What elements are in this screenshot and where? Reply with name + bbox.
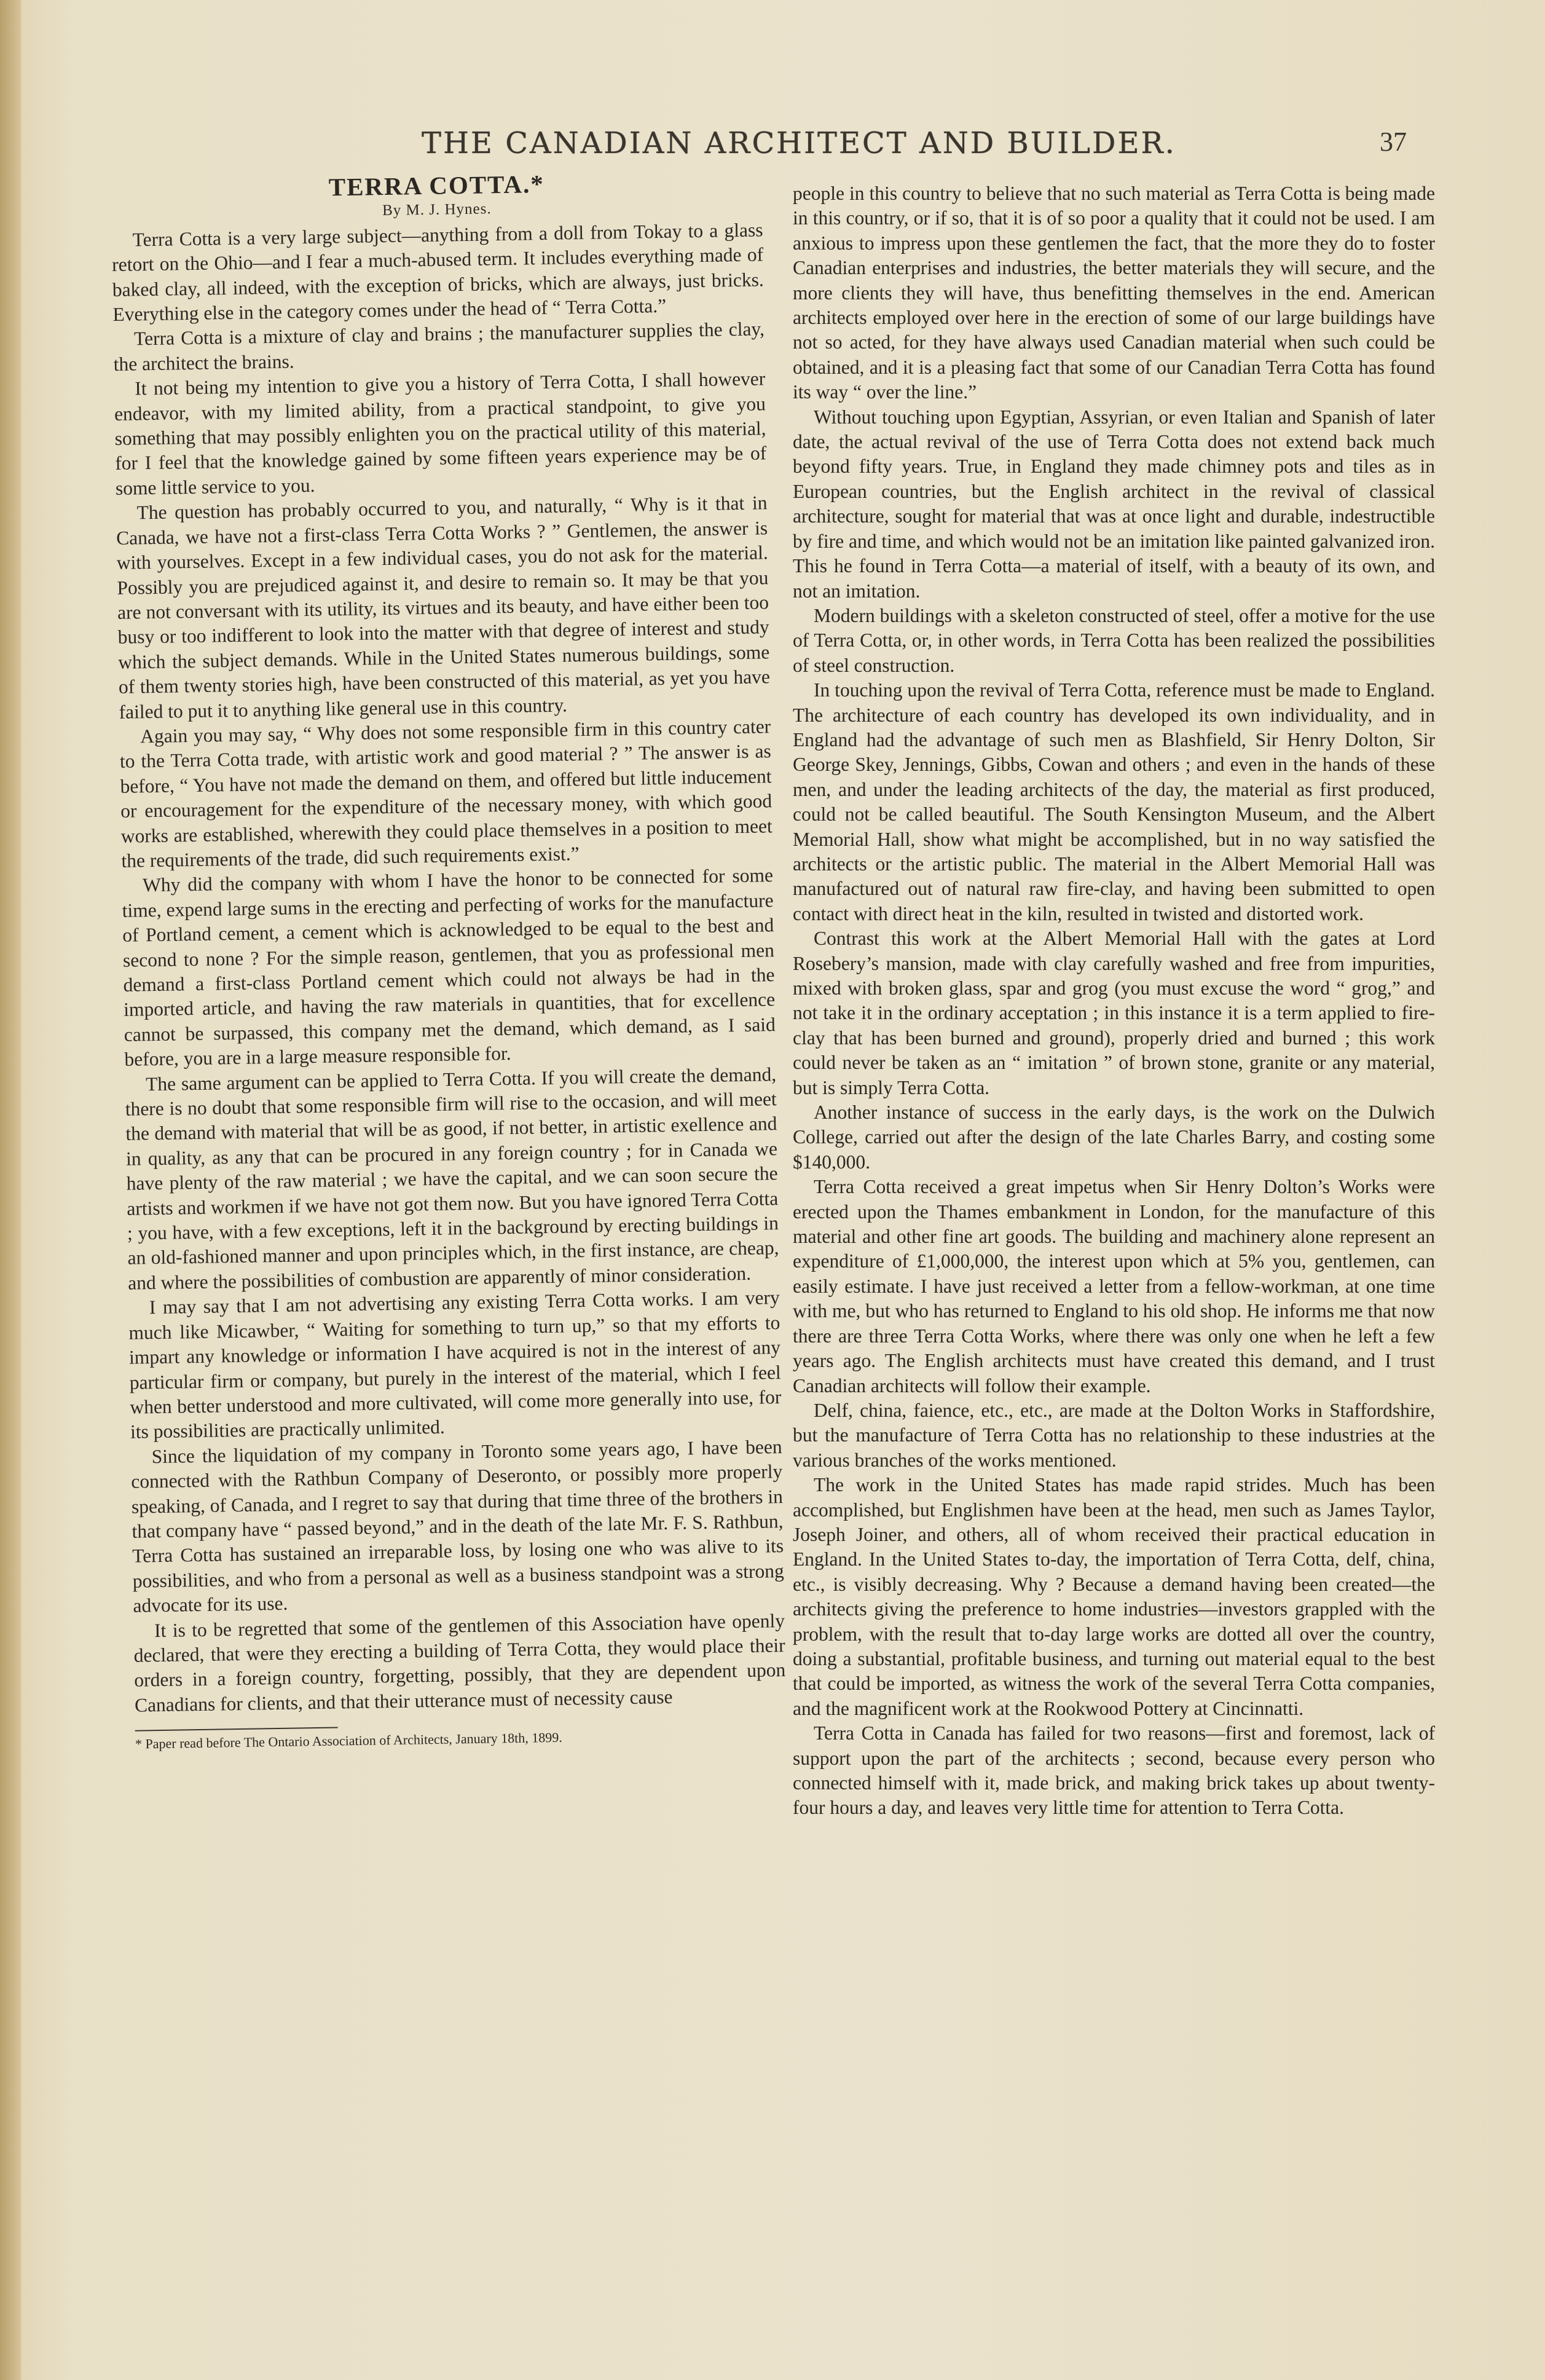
article-title: TERRA COTTA.* — [328, 169, 545, 202]
paragraph: It is to be regretted that some of the gentlemen of this Association have openly declared, that were they erecting a building of Terra Cotta, they would place their orders in a foreign country, forgetting, possibly, that they are dependent upon Canadians for clients, and that their utterance must of necessity cause — [133, 1609, 786, 1716]
footnote: * Paper read before The Ontario Association of Architects, January 18th, 1899. — [135, 1729, 562, 1752]
paragraph: Terra Cotta is a very large subject—anything from a doll from Tokay to a glass retort on the Ohio—and I fear a much-abused term. It includes everything made of baked clay, all indeed, with the exception of bricks, which are always, just bricks. Everything else in the category comes under the head of “ Terra Cotta.” — [111, 219, 764, 326]
paragraph: Terra Cotta is a mixture of clay and brains ; the manufacturer supplies the clay, the architect the brains. — [113, 318, 765, 375]
paragraph: Contrast this work at the Albert Memorial Hall with the gates at Lord Rosebery’s mansion, made with clay carefully washed and free from impurities, mixed with broken glass, spar and grog (you must excuse the word “ grog,” and not take it in the ordinary acceptation ; in this instance it is a term applied to fire-clay that has been burned and ground), properly dried and burned ; this work could never be taken as an “ imitation ” of brown stone, granite or any material, but is simply Terra Cotta. — [793, 928, 1435, 1098]
paragraph: Terra Cotta received a great impetus when Sir Henry Dolton’s Works were erected upon the Thames embankment in London, for the manufacture of this material and other fine art goods. The building and machinery alone represent an expenditure of £1,000,000, the interest upon which at 5% you, gentlemen, can easily estimate. I have just received a letter from a fellow-workman, at one time with me, but who has returned to England to his old shop. He informs me that now there are three Terra Cotta Works, where there was only one when he left a few years ago. The English architects must have created this demand, and I trust Canadian architects will follow their example. — [793, 1176, 1435, 1397]
paragraph: The work in the United States has made rapid strides. Much has been accomplished, but Englishmen have been at the head, men such as James Taylor, Joseph Joiner, and others, all of whom received their practical education in England. In the United States to-day, the importation of Terra Cotta, delf, china, etc., is visibly decreasing. Why ? Because a demand having been created—the architects giving the preference to home industries—investors grappled with the problem, with the result that to-day large works are dotted all over the country, doing a substantial, profitable business, and turning out material equal to the best that could be imported, as witness the work of the several Terra Cotta companies, and the magnificent work at the Rookwood Pottery at Cincinnatti. — [793, 1474, 1435, 1719]
page-binding-edge — [0, 0, 21, 2380]
paragraph: I may say that I am not advertising any existing Terra Cotta works. I am very much like Micawber, “ Waiting for something to turn up,” so that my efforts to impart any knowledge or information I have acquired is not in the interest of any particular firm or company, but purely in the interest of the material, which I feel when better understood and more cultivated, will come more generally into use, for its possibilities are practically unlimited. — [128, 1287, 782, 1443]
paragraph: Terra Cotta in Canada has failed for two reasons—first and foremost, lack of support upon the part of the architects ; second, because every person who connected himself with it, made brick, and making brick takes up about twenty-four hours a day, and leaves very little time for attention to Terra Cotta. — [793, 1722, 1435, 1819]
paragraph: Delf, china, faience, etc., etc., are made at the Dolton Works in Staffordshire, but the manufacture of Terra Cotta has no relationship to these industries at the various branches of the works mentioned. — [793, 1399, 1435, 1471]
right-column — [793, 181, 1435, 1821]
paragraph: In touching upon the revival of Terra Cotta, reference must be made to England. The architecture of each country has developed its own individuality, and in England had the advantage of such men as Blashfield, Sir Henry Dolton, Sir George Skey, Jennings, Gibbs, Cowan and others ; and even in the hands of these men, and under the leading architects of the day, the material as first produced, could not be called beautiful. The South Kensington Museum, and the Albert Memorial Hall, show what might be accomplished, but in no way satisfied the architects or the artistic public. The material in the Albert Memorial Hall was manufactured out of natural raw fire-clay, and having been submitted to open contact with direct heat in the kiln, resulted in twisted and distorted work. — [793, 679, 1435, 924]
footnote-rule — [135, 1727, 338, 1732]
paragraph: Modern buildings with a skeleton constructed of steel, offer a motive for the use of Terra Cotta, or, in other words, in Terra Cotta has been realized the possibilities of steel construction. — [793, 604, 1435, 676]
paragraph: Again you may say, “ Why does not some responsible firm in this country cater to the Terra Cotta trade, with artistic work and good material ? ” The answer is as before, “ You have not made the demand on them, and offered but little inducement or encouragement for the expenditure of the necessary money, with which good works are established, wherewith they could place themselves in a position to meet the requirements of the trade, did such requirements exist.” — [119, 715, 773, 872]
paragraph: The same argument can be applied to Terra Cotta. If you will create the demand, there is no doubt that some responsible firm will rise to the occasion, and will meet the demand with material that will be as good, if not better, in artistic exellence and in quality, as any that can be procured in any foreign country ; for in Canada we have plenty of the raw material ; we have the capital, and we can soon secure the artists and workmen if we have not got them now. But you have ignored Terra Cotta ; you have, with a few exceptions, left it in the background by erecting buildings in an old-fashioned manner and upon principles which, in the first instance, are cheap, and where the possibilities of combustion are apparently of minor consideration. — [125, 1063, 779, 1294]
article-byline: By M. J. Hynes. — [382, 200, 492, 219]
paragraph: Why did the company with whom I have the honor to be connected for some time, expend large sums in the erecting and perfecting of works for the manufacture of Portland cement, a cement which is acknowledged to be equal to the best and second to none ? For the simple reason, gentlemen, that you as professional men demand a first-class Portland cement which could not always be had in the imported article, and having the raw materials in quantities, that for excellence cannot be surpassed, this company met the demand, which demand, as I said before, you are in a large measure responsible for. — [122, 864, 776, 1071]
paragraph: Another instance of success in the early days, is the work on the Dulwich College, carried out after the design of the late Charles Barry, and costing some $140,000. — [793, 1101, 1435, 1173]
paragraph: The question has probably occurred to you, and naturally, “ Why is it that in Canada, we have not a first-class Terra Cotta Works ? ” Gentlemen, the answer is with yourselves. Except in a few individual cases, you do not ask for the material. Possibly you are prejudiced against it, and desire to remain so. It may be that you are not conversant with its utility, its virtues and its beauty, and have either been too busy or too indifferent to look into the matter with that degree of interest and study which the subject demands. While in the United States numerous buildings, some of them twenty stories high, have been constructed of this material, as yet you have failed to put it to anything like general use in this country. — [116, 492, 771, 723]
page-number: 37 — [1380, 127, 1407, 157]
paragraph: Without touching upon Egyptian, Assyrian, or even Italian and Spanish of later date, the actual revival of the use of Terra Cotta does not extend back much beyond fifty years. True, in England they made chimney pots and tiles as in European countries, but the English architect in the revival of classical architecture, sought for material that was at once light and durable, indestructible by fire and time, and which would not be an imitation like painted galvanized iron. This he found in Terra Cotta—a material of itself, with a beauty of its own, and not an imitation. — [793, 406, 1435, 602]
running-head: THE CANADIAN ARCHITECT AND BUILDER. — [422, 126, 1176, 160]
paragraph: people in this country to believe that no such material as Terra Cotta is being made in this country, or if so, that it is of so poor a quality that it could not be used. I am anxious to impress upon these gentlemen the fact, that the more they do to foster Canadian enterprises and industries, the better materials they will secure, and the more clients they will have, thus benefitting themselves in the end. American architects employed over here in the erection of some of our large buildings have not so acted, for they have always used Canadian material when such could be obtained, and it is a pleasing fact that some of our Canadian Terra Cotta has found its way “ over the line.” — [793, 183, 1435, 403]
paragraph: It not being my intention to give you a history of Terra Cotta, I shall however endeavor, with my limited ability, from a practical standpoint, to give you something that may possibly enlighten you on the practical utility of this material, for I feel that the knowledge gained by some fifteen years experience may be of some little service to you. — [114, 368, 767, 499]
left-column — [111, 168, 787, 1754]
paragraph: Since the liquidation of my company in Toronto some years ago, I have been connected with the Rathbun Company of Deseronto, or possibly more properly speaking, of Canada, and I regret to say that during that time three of the brothers in that company have “ passed beyond,” and in the death of the late Mr. F. S. Rathbun, Terra Cotta has sustained an irreparable loss, by losing one who was alive to its possibilities, and who from a personal as well as a business standpoint was a strong advocate for its use. — [131, 1435, 784, 1617]
